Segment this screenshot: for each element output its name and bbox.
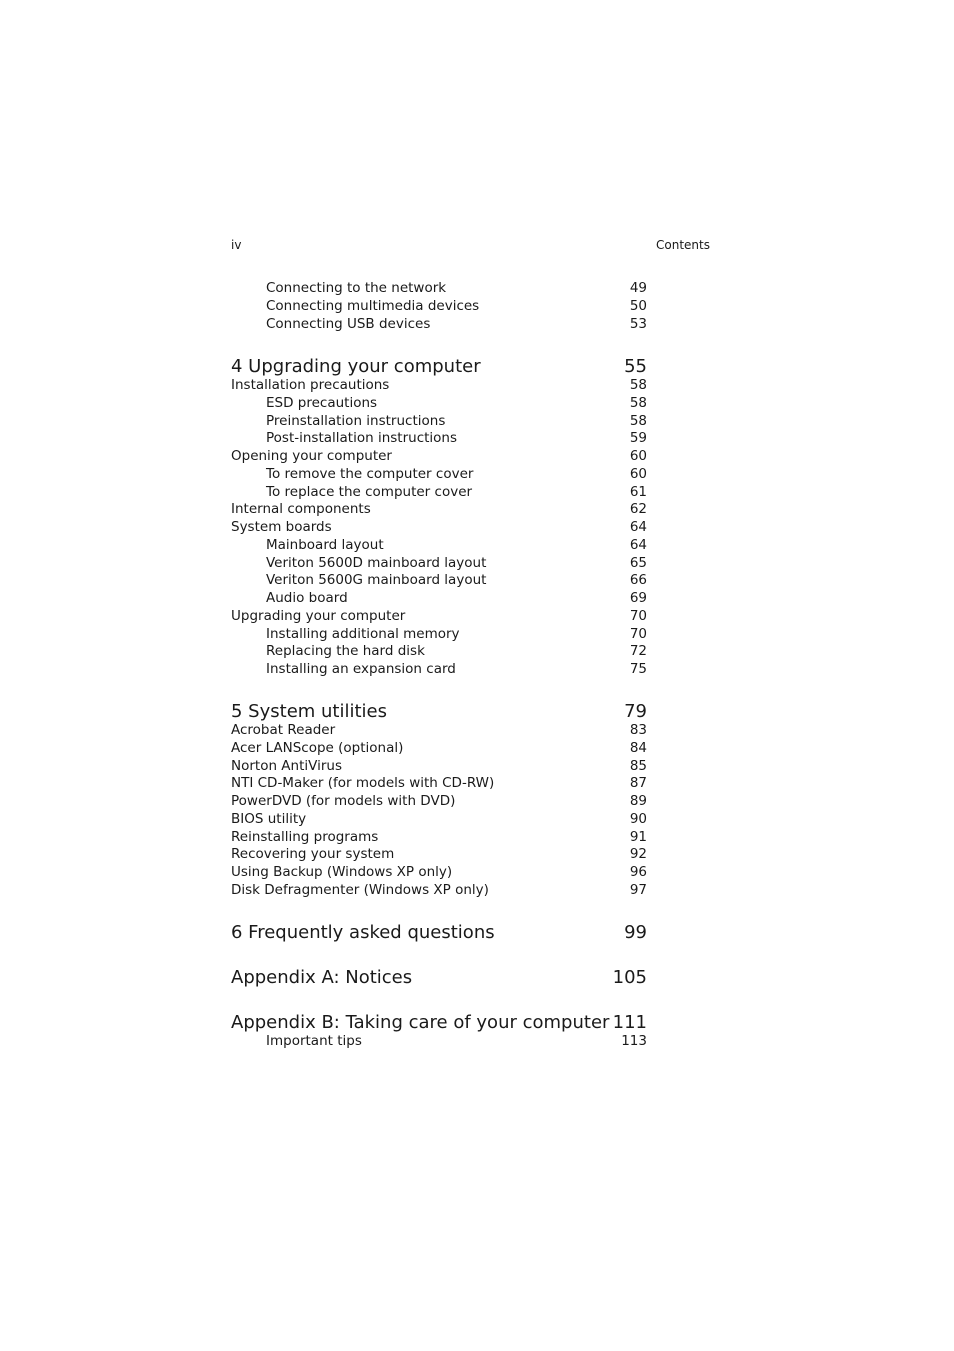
toc-entry-title: Important tips	[266, 1033, 362, 1049]
toc-chapter-entry[interactable]	[231, 967, 647, 988]
toc-entry[interactable]	[231, 1033, 647, 1051]
toc-entry-title: Connecting USB devices	[266, 315, 431, 332]
toc-entry-title: To replace the computer cover	[266, 483, 473, 500]
toc-entry-page: 62	[629, 501, 647, 518]
toc-entry-page: 58	[629, 412, 647, 429]
toc-entry[interactable]	[231, 793, 647, 811]
toc-entry-title: Mainboard layout	[266, 536, 384, 553]
toc-entry-title: Installing additional memory	[266, 625, 460, 642]
toc-entry-title: Connecting to the network	[266, 280, 447, 296]
toc-group	[231, 280, 647, 333]
toc-entry[interactable]	[231, 722, 647, 740]
toc-entry-page: 69	[629, 590, 647, 606]
toc-group	[231, 922, 647, 943]
toc-entry-title: BIOS utility	[231, 810, 307, 827]
toc-entry-page: 50	[629, 297, 647, 314]
toc-entry-page: 105	[612, 967, 647, 988]
toc-entry-page: 49	[629, 280, 647, 296]
toc-entry-title: Norton AntiVirus	[231, 757, 342, 774]
toc-entry-title: NTI CD-Maker (for models with CD-RW)	[231, 775, 495, 792]
toc-entry-page: 65	[629, 554, 647, 571]
toc-entry-page: 60	[629, 465, 647, 482]
toc-entry-page: 53	[629, 315, 647, 332]
toc-entry-title: Post-installation instructions	[266, 430, 458, 447]
toc-entry-page: 85	[629, 757, 647, 774]
toc-entry[interactable]	[231, 758, 647, 776]
toc-entry-title: 6 Frequently asked questions	[231, 922, 495, 943]
toc-entry-page: 111	[612, 1012, 647, 1033]
toc-chapter-entry[interactable]	[231, 1012, 647, 1033]
toc-entry[interactable]	[231, 643, 647, 661]
toc-entry-title: Appendix B: Taking care of your computer	[231, 1012, 610, 1033]
toc-group	[231, 356, 647, 679]
toc-entry[interactable]	[231, 846, 647, 864]
toc-entry-title: Disk Defragmenter (Windows XP only)	[231, 881, 489, 898]
toc-entry[interactable]	[231, 519, 647, 537]
toc-entry-title: Veriton 5600D mainboard layout	[266, 554, 487, 571]
toc-entry-title: 5 System utilities	[231, 701, 387, 722]
toc-chapter-entry[interactable]	[231, 922, 647, 943]
toc-entry-title: Opening your computer	[231, 448, 392, 464]
toc-entry[interactable]	[231, 298, 647, 316]
toc-entry-title: PowerDVD (for models with DVD)	[231, 793, 456, 809]
toc-entry-title: Connecting multimedia devices	[266, 297, 480, 314]
toc-entry-page: 87	[629, 775, 647, 792]
running-head: Contents	[656, 238, 710, 252]
toc-entry[interactable]	[231, 864, 647, 882]
toc-entry[interactable]	[231, 775, 647, 793]
toc-entry[interactable]	[231, 661, 647, 679]
toc-entry[interactable]	[231, 572, 647, 590]
toc-entry[interactable]	[231, 537, 647, 555]
toc-entry[interactable]	[231, 811, 647, 829]
toc-entry-page: 58	[629, 377, 647, 393]
toc-entry[interactable]	[231, 608, 647, 626]
toc-entry-page: 70	[629, 607, 647, 624]
toc-entry[interactable]	[231, 740, 647, 758]
toc-entry-title: Reinstalling programs	[231, 828, 379, 845]
toc-entry-title: Preinstallation instructions	[266, 412, 446, 429]
toc-entry-page: 64	[629, 519, 647, 535]
toc-entry[interactable]	[231, 882, 647, 900]
toc-entry-page: 66	[629, 572, 647, 589]
toc-entry-title: Veriton 5600G mainboard layout	[266, 572, 487, 589]
toc-entry-page: 60	[629, 448, 647, 464]
toc-entry-title: Acer LANScope (optional)	[231, 739, 404, 756]
toc-entry-title: Audio board	[266, 590, 348, 606]
page-number: iv	[231, 238, 242, 252]
toc-entry-page: 92	[629, 846, 647, 863]
toc-entry[interactable]	[231, 316, 647, 334]
toc-entry[interactable]	[231, 280, 647, 298]
toc-entry[interactable]	[231, 413, 647, 431]
toc-entry-page: 55	[624, 356, 647, 377]
toc-entry[interactable]	[231, 501, 647, 519]
toc-entry[interactable]	[231, 626, 647, 644]
toc-entry-page: 96	[629, 864, 647, 880]
toc-entry-title: 4 Upgrading your computer	[231, 356, 481, 377]
toc-entry-page: 83	[629, 722, 647, 738]
toc-entry-page: 99	[624, 922, 647, 943]
toc-entry[interactable]	[231, 448, 647, 466]
toc-entry-page: 75	[629, 661, 647, 677]
toc-group	[231, 1012, 647, 1051]
toc-entry-page: 97	[629, 881, 647, 898]
toc-group	[231, 701, 647, 900]
toc-entry[interactable]	[231, 555, 647, 573]
toc-entry-title: Recovering your system	[231, 846, 395, 863]
toc-entry-page: 91	[629, 828, 647, 845]
toc-entry-page: 72	[629, 643, 647, 660]
toc-entry-title: System boards	[231, 519, 332, 535]
toc-entry-page: 61	[629, 483, 647, 500]
toc-entry-title: ESD precautions	[266, 394, 378, 411]
toc-entry[interactable]	[231, 590, 647, 608]
toc-entry-title: Replacing the hard disk	[266, 643, 425, 660]
toc-entry-page: 79	[624, 701, 647, 722]
toc-entry-page: 64	[629, 536, 647, 553]
toc-entry-title: Using Backup (Windows XP only)	[231, 864, 453, 880]
toc-entry-title: Internal components	[231, 501, 371, 518]
toc-entry-page: 84	[629, 739, 647, 756]
toc-group	[231, 967, 647, 988]
toc-entry-title: Upgrading your computer	[231, 607, 406, 624]
toc-entry[interactable]	[231, 377, 647, 395]
toc-entry-page: 113	[621, 1033, 647, 1049]
toc-entry-page: 59	[629, 430, 647, 447]
toc-entry-title: Installation precautions	[231, 377, 390, 393]
toc-entry[interactable]	[231, 829, 647, 847]
toc-entry-page: 70	[629, 625, 647, 642]
toc-entry-title: Acrobat Reader	[231, 722, 336, 738]
toc-entry-page: 58	[629, 394, 647, 411]
toc-entry-page: 90	[629, 810, 647, 827]
toc-entry[interactable]	[231, 395, 647, 413]
toc-chapter-entry[interactable]	[231, 356, 647, 377]
toc-entry[interactable]	[231, 430, 647, 448]
toc-entry-title: Installing an expansion card	[266, 661, 456, 677]
toc-entry-page: 89	[629, 793, 647, 809]
toc-chapter-entry[interactable]	[231, 701, 647, 722]
toc-entry[interactable]	[231, 466, 647, 484]
toc-entry-title: To remove the computer cover	[266, 465, 474, 482]
toc-entry-title: Appendix A: Notices	[231, 967, 413, 988]
toc-entry[interactable]	[231, 484, 647, 502]
